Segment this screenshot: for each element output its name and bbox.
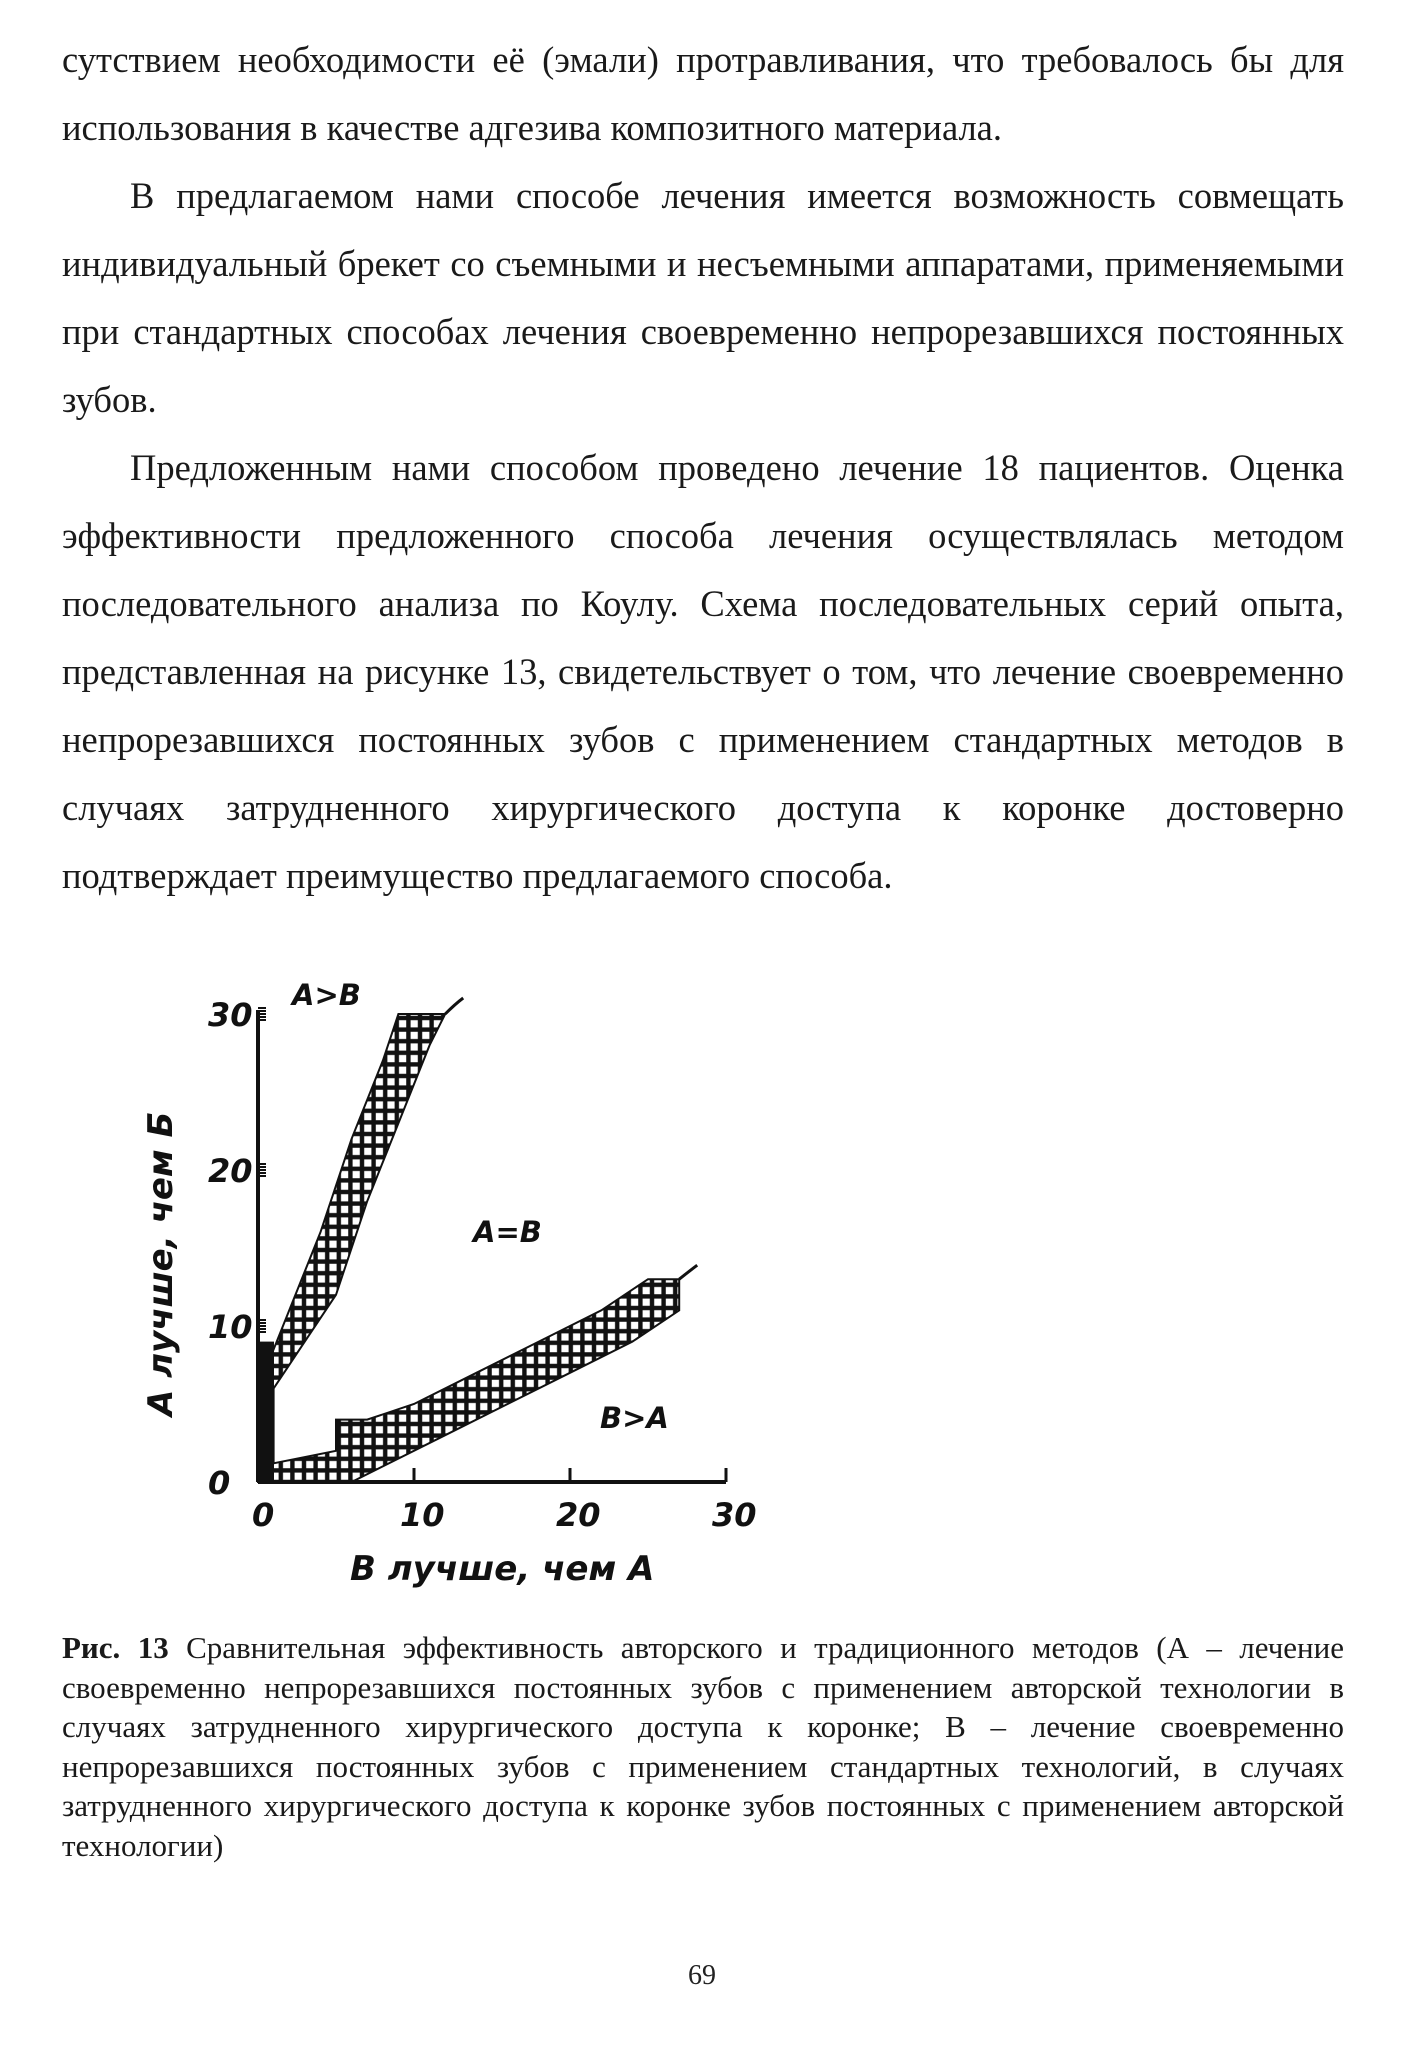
y-tick-label: 20: [208, 1152, 253, 1190]
page-number: 69: [688, 1960, 716, 1991]
chart-ticks: [208, 996, 757, 1534]
region-label-bottom: В>А: [600, 1401, 669, 1435]
figure-caption: [62, 1628, 1344, 1865]
y-tick-label: 0: [208, 1464, 231, 1502]
y-tick-label: 30: [208, 996, 253, 1034]
x-tick-label: 30: [712, 1496, 757, 1534]
paragraph-1: сутствием необходимости её (эмали) протравливания, что требовалось бы для использования в качестве адгезива композитного материала.: [62, 39, 1344, 148]
upper-tail-line: [445, 998, 463, 1014]
x-tick-label: 0: [252, 1496, 275, 1534]
y-axis-label: А лучше, чем Б: [141, 1111, 181, 1416]
caption-text: Сравнительная эффективность авторского и традиционного методов (А – лечение своевременно непрорезавшихся постоянных зубов с применением авторской технологии в случаях затрудненного хирургического доступа к коронке; В – лечение своевременно непрорезавшихся постоянных зубов с применением стандартных технологий, в случаях затрудненного хирургического доступа к коронке зубов постоянных с применением авторской технологии): [62, 1630, 1344, 1863]
paragraph-2: В предлагаемом нами способе лечения имеется возможность совмещать индивидуальный брекет со съемными и несъемными аппаратами, применяемыми при стандартных способах лечения своевременно непрорезавшихся постоянных зубов.: [62, 175, 1344, 420]
body-text: [62, 26, 1344, 910]
region-label-top: А>В: [292, 978, 361, 1012]
x-tick-label: 20: [556, 1496, 601, 1534]
region-label-mid: А=В: [473, 1215, 542, 1249]
series-path-0: [260, 1342, 274, 1482]
caption-label: Рис. 13: [62, 1630, 169, 1665]
y-tick-label: 10: [208, 1308, 253, 1346]
paragraph-3: Предложенным нами способом проведено лечение 18 пациентов. Оценка эффективности предложенного способа лечения осуществлялась методом последовательного анализа по Коулу. Схема последовательных серий опыта, представленная на рисунке 13, свидетельствует о том, что лечение своевременно непрорезавшихся постоянных зубов с применением стандартных методов в случаях затрудненного хирургического доступа к коронке достоверно подтверждает преимущество предлагаемого способа.: [62, 447, 1344, 896]
x-axis-label: В лучше, чем А: [350, 1549, 655, 1589]
lower-tail-line: [679, 1265, 697, 1279]
figure-13: [130, 960, 780, 1600]
sequential-analysis-chart: [130, 960, 780, 1600]
x-tick-label: 10: [400, 1496, 445, 1534]
